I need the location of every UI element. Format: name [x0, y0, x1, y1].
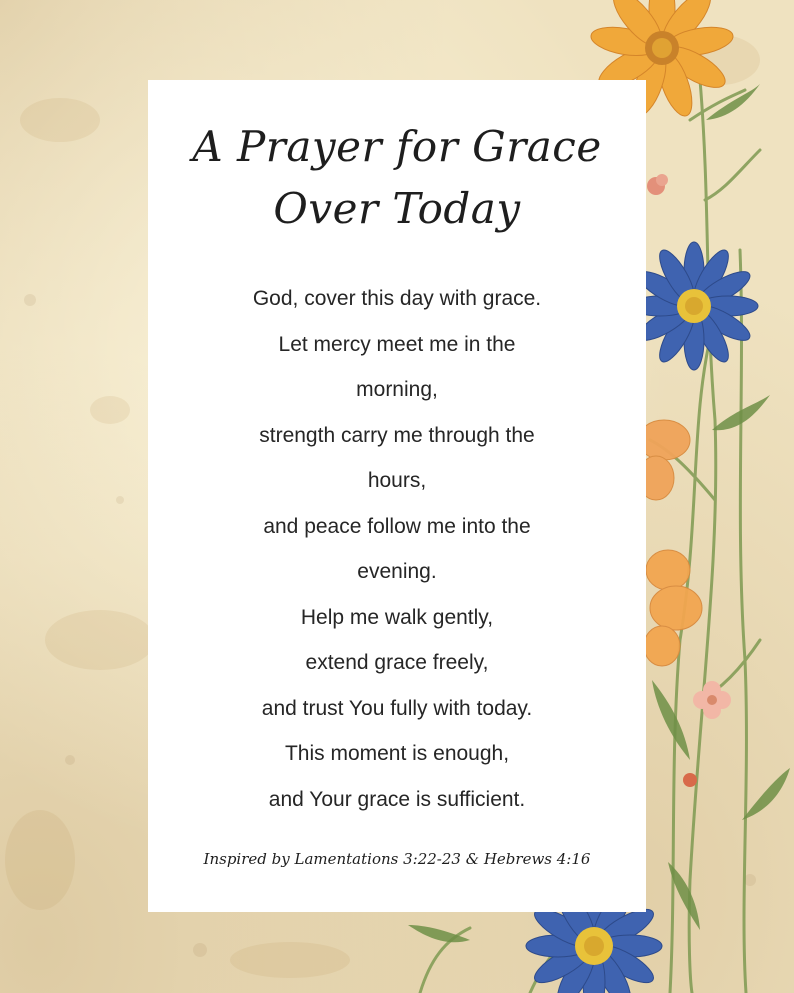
prayer-line: God, cover this day with grace.	[252, 287, 542, 310]
prayer-line: Help me walk gently,	[300, 605, 494, 629]
prayer-line: and Your grace is sufficient.	[268, 787, 526, 811]
red-bud	[683, 773, 697, 787]
prayer-title: A Prayer for Grace Over Today	[192, 122, 602, 233]
blue-daisy-middle	[630, 242, 758, 370]
prayer-line: Let mercy meet me in the	[278, 332, 516, 356]
prayer-body	[168, 276, 626, 822]
prayer-line: and peace follow me into the	[263, 514, 531, 538]
prayer-line: hours,	[367, 469, 427, 492]
prayer-card	[148, 80, 646, 912]
pink-bud-upper	[647, 174, 668, 195]
prayer-line: This moment is enough,	[284, 742, 510, 765]
prayer-line: and trust You fully with today.	[261, 696, 533, 720]
scripture-reference: Inspired by Lamentations 3:22-23 & Hebrews 4:16	[203, 850, 591, 868]
prayer-line: morning,	[356, 378, 438, 401]
prayer-line: evening.	[357, 560, 437, 583]
orange-blossom-lower	[644, 550, 702, 666]
pink-bud-lower	[693, 681, 731, 719]
prayer-line: extend grace freely,	[305, 651, 489, 674]
prayer-line: strength carry me through the	[259, 423, 535, 447]
